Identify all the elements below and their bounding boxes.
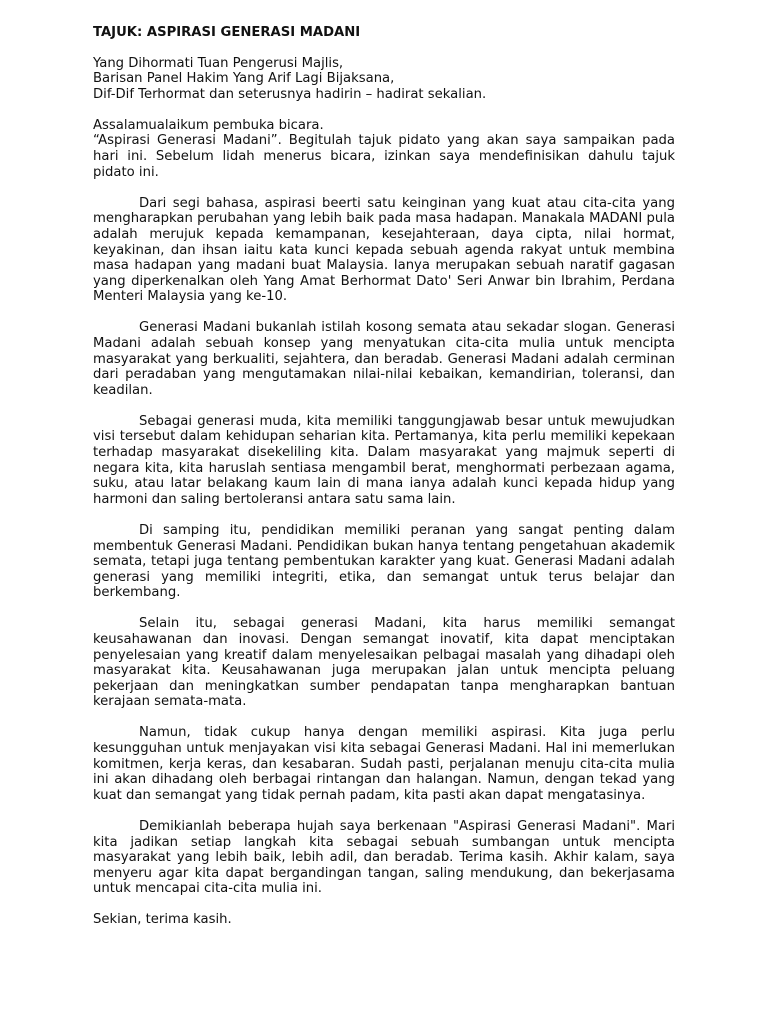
document-title: TAJUK: ASPIRASI GENERASI MADANI	[93, 25, 361, 40]
salutation-line: Dif-Dif Terhormat dan seterusnya hadirin – hadirat sekalian.	[93, 86, 487, 102]
body-paragraph: Demikianlah beberapa hujah saya berkenaan "Aspirasi Generasi Madani". Mari kita jadikan setiap langkah kita sebagai sebuah sumbangan untuk mencipta masyarakat yang lebih baik, lebih adil, dan beradab. Terima kasih. Akhir kalam, saya menyeru agar kita dapat bergandingan tangan, saling mendukung, dan bekerjasama untuk mencapai cita-cita mulia ini.	[93, 818, 675, 897]
body-paragraph: Generasi Madani bukanlah istilah kosong semata atau sekadar slogan. Generasi Madani adalah sebuah konsep yang menyatukan cita-cita mulia untuk mencipta masyarakat yang berkualiti, sejahtera, dan beradab. Generasi Madani adalah cerminan dari peradaban yang mengutamakan nilai-nilai kebaikan, kemandirian, toleransi, dan keadilan.	[93, 320, 675, 398]
salutation-line: Yang Dihormati Tuan Pengerusi Majlis,	[93, 55, 344, 71]
salutation-block	[93, 56, 675, 103]
body-paragraph: Di samping itu, pendidikan memiliki peranan yang sangat penting dalam membentuk Generasi Madani. Pendidikan bukan hanya tentang pengetahuan akademik semata, tetapi juga tentang pembentukan karakter yang kuat. Generasi Madani adalah generasi yang memiliki integriti, etika, dan semangat untuk terus belajar dan berkembang.	[93, 522, 675, 601]
body-paragraph: Namun, tidak cukup hanya dengan memiliki aspirasi. Kita juga perlu kesungguhan untuk menjayakan visi kita sebagai Generasi Madani. Hal ini memerlukan komitmen, kerja keras, dan kesabaran. Sudah pasti, perjalanan menuju cita-cita mulia ini akan dihadang oleh berbagai rintangan dan halangan. Namun, dengan tekad yang kuat dan semangat yang tidak pernah padam, kita pasti akan dapat mengatasinya.	[93, 725, 675, 803]
body-paragraph: Sebagai generasi muda, kita memiliki tanggungjawab besar untuk mewujudkan visi tersebut dalam kehidupan seharian kita. Pertamanya, kita perlu memiliki kepekaan terhadap masyarakat disekeliling kita. Dalam masyarakat yang majmuk seperti di negara kita, kita haruslah sentiasa mengambil berat, menghormati perbezaan agama, suku, atau latar belakang kaum lain di mana ianya adalah kunci kepada hidup yang harmoni dan saling bertoleransi antara satu sama lain.	[93, 413, 675, 507]
opening-introduction: “Aspirasi Generasi Madani”. Begitulah tajuk pidato yang akan saya sampaikan pada hari ini. Sebelum lidah menerus bicara, izinkan saya mendefinisikan dahulu tajuk pidato ini.	[93, 133, 675, 180]
body-paragraph: Dari segi bahasa, aspirasi beerti satu keinginan yang kuat atau cita-cita yang mengharapkan perubahan yang lebih baik pada masa hadapan. Manakala MADANI pula adalah merujuk kepada kemampanan, kesejahteraan, daya cipta, nilai hormat, keyakinan, dan ihsan iaitu kata kunci kepada sebuah agenda rakyat untuk membina masa hadapan yang madani buat Malaysia. Ianya merupakan sebuah naratif gagasan yang diperkenalkan oleh Yang Amat Berhormat Dato' Seri Anwar bin Ibrahim, Perdana Menteri Malaysia yang ke-10.	[93, 195, 675, 305]
body-paragraph: Selain itu, sebagai generasi Madani, kita harus memiliki semangat keusahawanan dan inovasi. Dengan semangat inovatif, kita dapat menciptakan penyelesaian yang kreatif dalam menyelesaikan pelbagai masalah yang dihadapi oleh masyarakat kita. Keusahawanan juga merupakan jalan untuk mencipta peluang pekerjaan dan meningkatkan sumber pendapatan tanpa mengharapkan bantuan kerajaan semata-mata.	[93, 616, 675, 710]
opening-block	[93, 118, 675, 180]
salutation-line: Barisan Panel Hakim Yang Arif Lagi Bijaksana,	[93, 71, 395, 87]
speech-document	[93, 25, 675, 928]
opening-greeting: Assalamualaikum pembuka bicara.	[93, 117, 324, 133]
closing-line: Sekian, terima kasih.	[93, 912, 232, 928]
